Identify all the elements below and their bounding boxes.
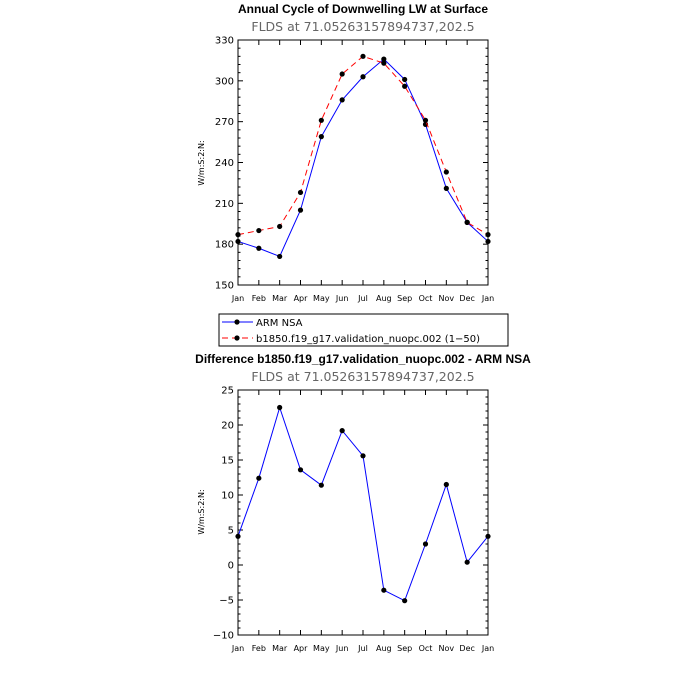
chart-2-series-1-point [277,405,282,410]
chart-2-series-1-point [235,534,240,539]
chart-1-x-tick-label: Aug [376,294,392,303]
chart-1-series-2-point [381,61,386,66]
chart-2-series-1-point [444,482,449,487]
chart-1-series-2-point [465,220,470,225]
chart-2-title: Difference b1850.f19_g17.validation_nuopc.002 - ARM NSA [195,352,531,366]
chart-2-series-1-point [423,541,428,546]
chart-1-y-tick-label: 240 [214,158,234,169]
chart-2-x-tick-label: Dec [459,644,475,653]
chart-1-x-tick-label: Dec [459,294,475,303]
chart-1-series-2-point [444,169,449,174]
chart-2-y-axis-label: W/m:S:2:N: [197,489,206,535]
chart-2-series-1-point [402,598,407,603]
legend-marker-arm-nsa [234,319,239,324]
chart-1-x-tick-label: Nov [438,294,455,303]
chart-1-series-1-point [277,254,282,259]
chart-2-y-tick-label: 20 [221,420,234,432]
chart-1-x-tick-label: May [313,294,330,303]
chart-2-series-1-point [465,560,470,565]
chart-2-x-tick-label: Jul [358,644,368,653]
chart-1-series-1-point [298,208,303,213]
chart-1-series-1-point [402,77,407,82]
chart-1-y-tick-label: 300 [214,76,234,88]
chart-1-series-2-point [298,190,303,195]
chart-2-y-tick-label: 5 [227,525,234,537]
chart-1-series-2-point [340,71,345,76]
chart-1-series-2-point [423,118,428,123]
chart-2-series-1-point [360,453,365,458]
chart-2-x-tick-label: May [313,644,330,653]
chart-2-x-tick-label: Jan [481,644,495,653]
chart-2-x-tick-label: Feb [251,644,266,653]
chart-2-series-1-line [238,408,488,601]
chart-2-series-1-point [298,467,303,472]
chart-2-x-tick-label: Mar [272,644,288,653]
chart-1-series-2-point [485,232,490,237]
chart-1-series-1-point [360,74,365,79]
chart-1-series-2-point [256,228,261,233]
chart-2-x-tick-label: Aug [376,644,392,653]
chart-2-y-tick-label: 0 [227,560,234,572]
chart-1-series-1-point [444,186,449,191]
chart-1-x-tick-label: Mar [272,294,288,303]
chart-1-series-1-point [256,246,261,251]
legend-label-arm-nsa: ARM NSA [256,318,303,329]
chart-2-x-tick-label: Jun [335,644,349,653]
chart-1-plot-area [215,36,494,304]
chart-1-series-2-line [238,56,488,234]
chart-2-x-tick-label: Sep [397,644,413,653]
chart-2-series-1-point [340,428,345,433]
chart-1-series-1-point [485,239,490,244]
chart-1-series-2-point [360,54,365,59]
chart-1-series-1-point [235,239,240,244]
chart-2-y-tick-label: −5 [219,595,234,607]
chart-2-x-tick-label: Jan [231,644,245,653]
chart-2-x-tick-label: Oct [418,644,433,653]
chart-1-series-2-point [235,232,240,237]
chart-1-y-tick-label: 270 [214,117,234,129]
chart-1-y-tick-label: 210 [214,198,234,210]
chart-1-series-1-line [238,59,488,256]
chart-1-series-2-point [277,224,282,229]
chart-1-y-tick-label: 180 [214,239,234,251]
chart-1-y-axis-label: W/m:S:2:N: [197,140,206,186]
chart-2-y-tick-label: −10 [212,630,234,642]
chart-2-plot-area [213,386,494,654]
chart-1-series-1-point [340,97,345,102]
chart-2-series-1-point [256,476,261,481]
chart-2-x-tick-label: Nov [438,644,455,653]
chart-2-series-1-point [485,534,490,539]
chart-1-x-tick-label: Jan [481,294,495,303]
chart-1-x-tick-label: Jun [335,294,349,303]
chart-2-series-1-point [319,483,324,488]
chart-1-x-tick-label: Feb [251,294,266,303]
chart-1-x-tick-label: Oct [418,294,433,303]
chart-1-x-tick-label: Sep [397,294,413,303]
chart-2-y-tick-label: 15 [221,455,234,467]
chart-2-x-tick-label: Apr [293,644,308,653]
chart-1-series-2-point [402,84,407,89]
legend-label-model: b1850.f19_g17.validation_nuopc.002 (1−50) [256,334,481,345]
chart-2-series-1-point [381,588,386,593]
chart-1-x-tick-label: Jan [231,294,245,303]
chart-1-subtitle: FLDS at 71.05263157894737,202.5 [251,19,475,34]
chart-1-y-tick-label: 330 [214,35,234,47]
chart-1-x-tick-label: Apr [293,294,308,303]
chart-1-title: Annual Cycle of Downwelling LW at Surface [237,2,489,16]
chart-2-frame [238,390,488,635]
legend-marker-model [234,335,239,340]
chart-1-series-1-point [319,134,324,139]
chart-2-y-tick-label: 25 [221,385,234,397]
chart-1-x-tick-label: Jul [358,294,368,303]
chart-2-subtitle: FLDS at 71.05263157894737,202.5 [251,369,475,384]
chart-2-y-tick-label: 10 [221,490,234,502]
chart-1-y-tick-label: 150 [214,280,234,292]
chart-1-legend [219,314,508,346]
chart-1-series-2-point [319,118,324,123]
